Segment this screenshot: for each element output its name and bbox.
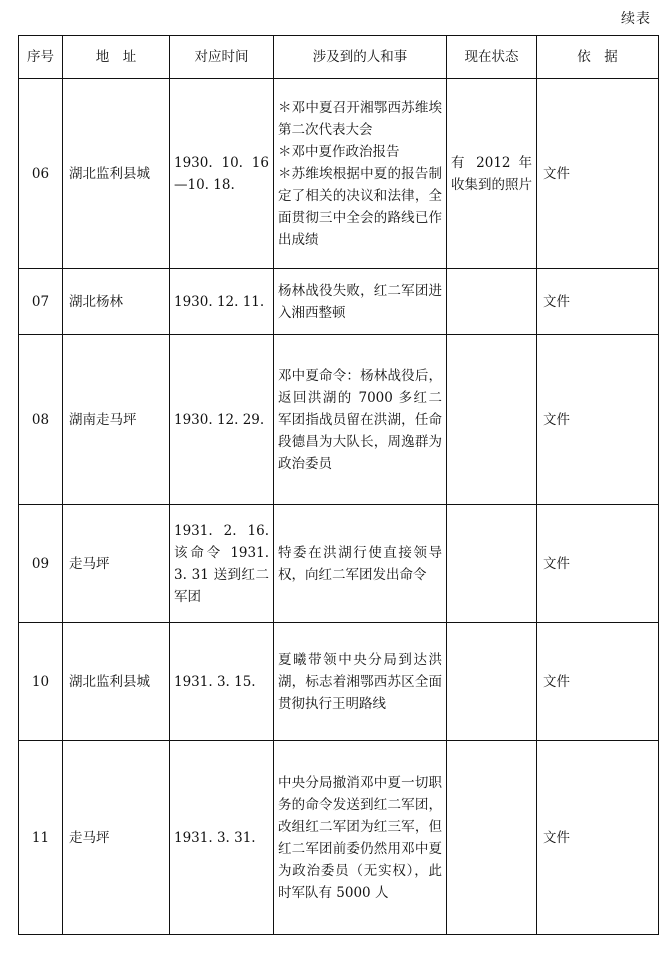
cell-events bbox=[274, 623, 447, 741]
table-row bbox=[19, 269, 659, 335]
header-time: 对应时间 bbox=[170, 36, 274, 79]
cell-place: 湖南走马坪 bbox=[63, 335, 170, 505]
header-seq: 序号 bbox=[19, 36, 63, 79]
cell-place: 湖北监利县城 bbox=[63, 79, 170, 269]
cell-place: 湖北监利县城 bbox=[63, 623, 170, 741]
cell-time: 1931. 3. 31. bbox=[170, 741, 274, 935]
cell-status bbox=[447, 623, 537, 741]
event-line: ＊苏维埃根据中夏的报告制定了相关的决议和法律，全面贯彻三中全会的路线已作出成绩 bbox=[278, 165, 442, 248]
cell-seq: 11 bbox=[19, 741, 63, 935]
cell-time: 1931. 2. 16. 该命令 1931. 3. 31 送到红二军团 bbox=[170, 505, 274, 623]
continued-table-label: 续表 bbox=[621, 11, 651, 27]
history-events-table bbox=[18, 35, 659, 935]
header-events: 涉及到的人和事 bbox=[274, 36, 447, 79]
cell-basis: 文件 bbox=[537, 269, 659, 335]
event-line: ＊邓中夏召开湘鄂西苏维埃第二次代表大会 bbox=[278, 99, 442, 138]
cell-time: 1930. 12. 29. bbox=[170, 335, 274, 505]
cell-seq: 07 bbox=[19, 269, 63, 335]
event-line: 特委在洪湖行使直接领导权，向红二军团发出命令 bbox=[278, 544, 442, 583]
table-row bbox=[19, 741, 659, 935]
cell-status bbox=[447, 269, 537, 335]
cell-basis: 文件 bbox=[537, 79, 659, 269]
event-line: 夏曦带领中央分局到达洪湖，标志着湘鄂西苏区全面贯彻执行王明路线 bbox=[278, 651, 442, 712]
cell-seq: 09 bbox=[19, 505, 63, 623]
cell-basis: 文件 bbox=[537, 505, 659, 623]
cell-status bbox=[447, 335, 537, 505]
header-status: 现在状态 bbox=[447, 36, 537, 79]
event-line: ＊邓中夏作政治报告 bbox=[278, 143, 400, 160]
cell-seq: 06 bbox=[19, 79, 63, 269]
cell-events bbox=[274, 269, 447, 335]
cell-events bbox=[274, 335, 447, 505]
cell-events bbox=[274, 79, 447, 269]
table-row bbox=[19, 79, 659, 269]
cell-status: 有 2012 年收集到的照片 bbox=[447, 79, 537, 269]
header-basis: 依 据 bbox=[537, 36, 659, 79]
cell-seq: 10 bbox=[19, 623, 63, 741]
cell-basis: 文件 bbox=[537, 741, 659, 935]
cell-time: 1930. 10. 16—10. 18. bbox=[170, 79, 274, 269]
event-line: 邓中夏命令：杨林战役后，返回洪湖的 7000 多红二军团指战员留在洪湖，任命段德昌为大队长，周逸群为政治委员 bbox=[278, 367, 442, 472]
cell-place: 走马坪 bbox=[63, 505, 170, 623]
header-place: 地 址 bbox=[63, 36, 170, 79]
cell-time: 1931. 3. 15. bbox=[170, 623, 274, 741]
cell-status bbox=[447, 741, 537, 935]
cell-events bbox=[274, 741, 447, 935]
event-line: 杨林战役失败，红二军团进入湘西整顿 bbox=[278, 282, 442, 321]
table-row bbox=[19, 335, 659, 505]
table-row bbox=[19, 623, 659, 741]
cell-time: 1930. 12. 11. bbox=[170, 269, 274, 335]
cell-place: 湖北杨林 bbox=[63, 269, 170, 335]
cell-basis: 文件 bbox=[537, 335, 659, 505]
cell-place: 走马坪 bbox=[63, 741, 170, 935]
cell-basis: 文件 bbox=[537, 623, 659, 741]
cell-events bbox=[274, 505, 447, 623]
table-header-row bbox=[19, 36, 659, 79]
event-line: 中央分局撤消邓中夏一切职务的命令发送到红二军团，改组红二军团为红三军，但红二军团前委仍然用邓中夏为政治委员（无实权），此时军队有 5000 人 bbox=[278, 774, 442, 901]
cell-seq: 08 bbox=[19, 335, 63, 505]
table-row bbox=[19, 505, 659, 623]
cell-status bbox=[447, 505, 537, 623]
